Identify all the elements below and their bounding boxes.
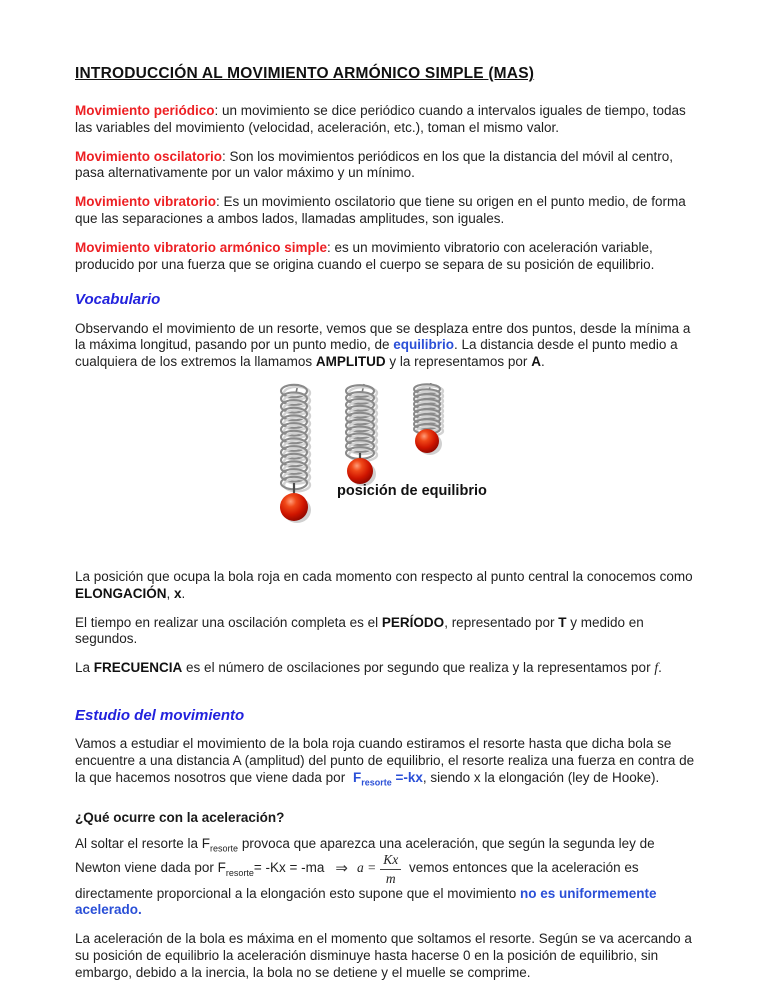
subscript-resorte: resorte [225, 868, 254, 879]
paragraph-text: Observando el movimiento de un resorte, vemos que se desplaza entre dos puntos, desde la mínima a la máxima longitud, pasando por un punto medio, de [75, 320, 691, 353]
paragraph-text: y la representamos por [385, 353, 532, 369]
paragraph-text: , siendo x la elongación (ley de Hooke). [422, 769, 660, 785]
paragraph-text: Al soltar el resorte la F [75, 835, 211, 851]
section-heading-vocabulario: Vocabulario [75, 291, 161, 309]
paragraph-inercia: La aceleración de la bola es máxima en el momento que soltamos el resorte. Según se va acercando a su posición de equilibrio la aceleración disminuye hasta hacerse 0 en la posición de equilibrio, sin embargo, debido a la inercia, la bola no se detiene y el muelle se comprime. [75, 931, 692, 980]
paragraph-movimiento-vibratorio [75, 194, 698, 227]
paragraph-text: La posición que ocupa la bola roja en cada momento con respecto al punto central la conocemos como [75, 569, 693, 585]
paragraph-text: es el número de oscilaciones por segundo que realiza y la representamos por [182, 660, 655, 676]
spring-short [414, 383, 443, 455]
paragraph-text: El tiempo en realizar una oscilación completa es el [75, 614, 382, 630]
definition-text: : un movimiento se dice periódico cuando a intervalos iguales de tiempo, todas las variables del movimiento (velocidad, aceleración, etc.), toman el mismo valor. [75, 103, 686, 135]
paragraph-text: . [658, 660, 662, 676]
definition-text: : es un movimiento vibratorio con aceleración variable, producido por una fuerza que se origina cuando el cuerpo se separa de su posición de equilibrio. [75, 240, 655, 272]
symbol-A: A [531, 353, 541, 369]
formula-hooke [352, 769, 423, 788]
equilibrium-position-label: posición de equilibrio [337, 483, 487, 500]
paragraph-elongacion [75, 569, 698, 602]
term-amplitud: AMPLITUD [315, 353, 386, 369]
term-movimiento-oscilatorio: Movimiento oscilatorio [75, 148, 223, 164]
term-movimiento-vibratorio: Movimiento vibratorio [75, 194, 217, 210]
section-heading-estudio: Estudio del movimiento [75, 707, 245, 724]
formula-fraction [380, 852, 401, 885]
definition-text: : Es un movimiento oscilatorio que tiene su origen en el punto medio, de forma que las separaciones a ambos lados, llamadas amplitudes, son iguales. [75, 194, 686, 227]
paragraph-text: vemos entonces que la aceleración es directamente proporcional a la elongación esto supone que el movimiento [75, 860, 639, 901]
subscript-resorte: resorte [361, 777, 392, 788]
symbol-f: f [654, 660, 659, 676]
paragraph-frecuencia [75, 660, 698, 677]
newton-equation: = -Kx = -ma [253, 860, 325, 876]
paragraph-text: Vamos a estudiar el movimiento de la bola roja cuando estiramos el resorte hasta que dicha bola se encuentre a una distancia A (amplitud) del punto de equilibrio, el resorte realiza una fuerza en contra de la que hacemos nosotros que viene dada por [75, 736, 695, 785]
hooke-equation: =-kx [391, 769, 423, 785]
page-title: INTRODUCCIÓN AL MOVIMIENTO ARMÓNICO SIMPLE (MAS) [75, 65, 535, 82]
spring-long [280, 384, 311, 523]
highlight-no-uniforme: no es uniformemente acelerado. [75, 885, 657, 918]
paragraph-movimiento-periodico [75, 103, 698, 136]
implies-arrow-icon: ⇒ [335, 859, 348, 877]
paragraph-aceleracion [75, 836, 698, 919]
formula-lhs: a = [356, 860, 377, 876]
paragraph-text: La [75, 660, 94, 676]
fraction-numerator: Kx [380, 852, 401, 869]
term-elongacion: ELONGACIÓN [75, 585, 167, 601]
term-periodo: PERÍODO [381, 614, 445, 630]
subscript-resorte: resorte [210, 843, 239, 854]
paragraph-text: , representado por [444, 614, 559, 630]
symbol-T: T [558, 614, 567, 630]
term-movimiento-periodico: Movimiento periódico [75, 103, 215, 119]
symbol-F: F [352, 769, 362, 785]
paragraph-text: , [166, 585, 175, 601]
paragraph-text: . [540, 353, 545, 369]
paragraph-estudio [75, 736, 698, 786]
paragraph-text: . La distancia desde el punto medio a cualquiera de los extremos la llamamos [75, 337, 678, 369]
fraction-denominator: m [385, 870, 396, 886]
paragraph-vocabulario [75, 321, 698, 371]
paragraph-text: y medido en segundos. [75, 614, 644, 647]
spring-medium [346, 384, 377, 486]
term-frecuencia: FRECUENCIA [93, 660, 183, 676]
paragraph-text: provoca que aparezca una aceleración, que según la segunda ley de Newton viene dada por F [75, 835, 655, 876]
paragraph-movimiento-oscilatorio [75, 149, 698, 182]
paragraph-text: . [181, 585, 186, 601]
paragraph-movimiento-vibratorio-armonico [75, 240, 698, 273]
springs-illustration [75, 383, 698, 559]
term-equilibrio: equilibrio [393, 337, 454, 353]
paragraph-periodo [75, 615, 698, 648]
term-movimiento-vibratorio-armonico: Movimiento vibratorio armónico simple [75, 240, 328, 256]
springs-figure [255, 383, 565, 559]
question-heading-aceleracion: ¿Qué ocurre con la aceleración? [75, 810, 285, 826]
definition-text: : Son los movimientos periódicos en los que la distancia del móvil al centro, pasa alternativamente por un valor máximo y un mínimo. [75, 148, 674, 181]
symbol-x: x [174, 585, 182, 601]
